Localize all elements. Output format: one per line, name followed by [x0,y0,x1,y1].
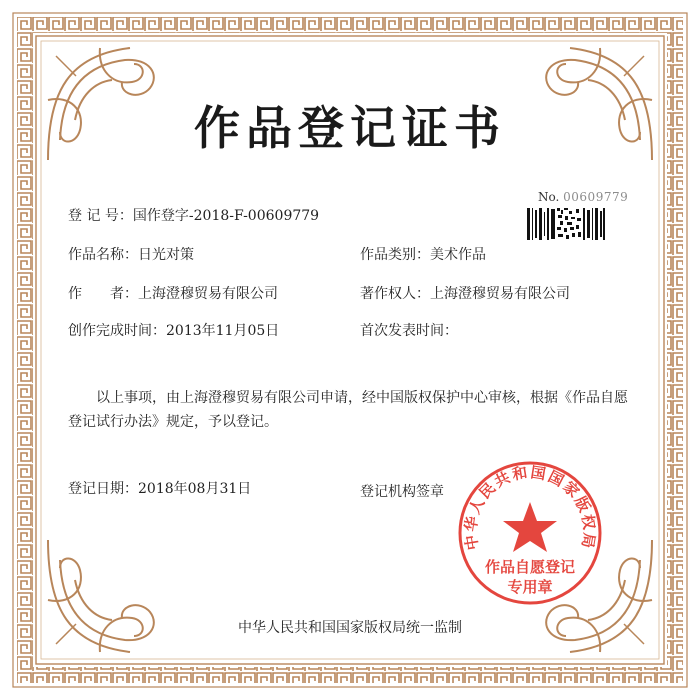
registration-number-label: 登 记 号： [68,208,133,224]
creation-date-row [68,320,279,340]
seal-ring-text: 中华人民共和国国家版权局 [461,463,599,552]
registration-date-label: 登记日期： [68,481,138,497]
copyright-owner-value: 上海澄穆贸易有限公司 [430,286,570,302]
statement-paragraph: 以上事项，由上海澄穆贸易有限公司申请，经中国版权保护中心审核，根据《作品自愿登记试行办法》规定，予以登记。 [68,390,628,430]
registration-date-row [68,478,251,498]
certificate-statement [68,386,630,434]
copyright-owner-label: 著作权人： [360,286,430,302]
creation-date-label: 创作完成时间： [68,323,166,339]
creation-date-value: 2013年11月05日 [166,323,280,339]
first-publication-row [360,320,458,340]
official-seal-stamp [455,458,605,608]
number-prefix: No. [538,190,560,204]
footer-issuer: 中华人民共和国国家版权局统一监制 [238,620,462,636]
author-row [68,283,278,303]
work-name-value: 日光对策 [138,247,194,263]
seal-line-2: 专用章 [507,578,553,596]
work-name-row [68,244,194,264]
work-name-label: 作品名称： [68,247,138,263]
number-value: 00609779 [563,190,629,204]
qr-barcode-image [527,206,605,242]
registration-date-value: 2018年08月31日 [138,481,252,497]
registration-number-row [68,205,319,225]
seal-line-1: 作品自愿登记 [484,558,576,576]
work-type-label: 作品类别： [360,247,430,263]
work-type-row [360,244,486,264]
certificate-title: 作品登记证书 [194,101,506,155]
author-value: 上海澄穆贸易有限公司 [138,286,278,302]
copyright-owner-row [360,283,570,303]
seal-star-icon [503,502,557,552]
work-type-value: 美术作品 [430,247,486,263]
certificate-number [538,190,628,204]
registration-number-value: 国作登字-2018-F-00609779 [132,208,320,224]
first-publication-label: 首次发表时间： [360,323,458,339]
issuing-authority-signature-label: 登记机构签章 [360,484,444,500]
author-label: 作 者： [68,286,138,302]
